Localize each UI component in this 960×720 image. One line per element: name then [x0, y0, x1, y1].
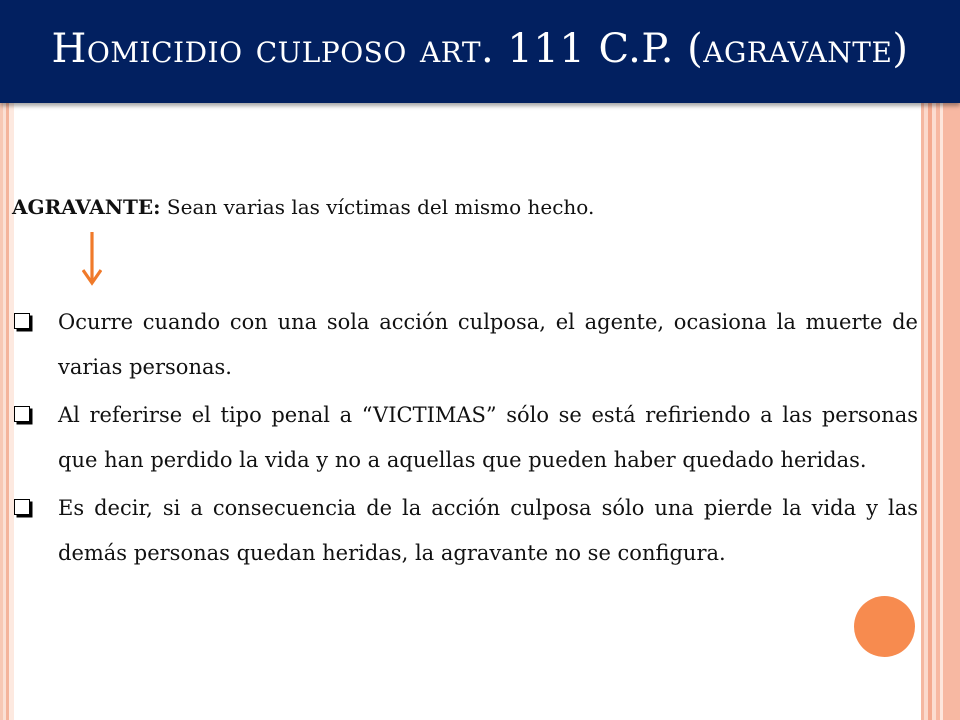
bullet-list [12, 300, 918, 579]
agravante-text: Sean varias las víctimas del mismo hecho. [160, 195, 595, 219]
circle-decoration-icon [854, 596, 915, 657]
list-item [12, 300, 918, 390]
checkbox-bullet-icon [14, 499, 30, 515]
slide-content [12, 192, 918, 222]
agravante-label: AGRAVANTE: [12, 195, 161, 219]
agravante-statement [12, 192, 918, 222]
slide-title: Homicidio culposo art. 111 C.P. (agravante) [51, 26, 909, 72]
checkbox-bullet-icon [14, 313, 30, 329]
title-bar [0, 0, 960, 103]
bullet-text: Ocurre cuando con una sola acción culposa, el agente, ocasiona la muerte de varias personas. [58, 310, 918, 379]
checkbox-bullet-icon [14, 406, 30, 422]
arrow-down-icon [82, 232, 102, 286]
list-item [12, 486, 918, 576]
list-item [12, 393, 918, 483]
bullet-text: Al referirse el tipo penal a “VICTIMAS” sólo se está refiriendo a las personas que han perdido la vida y no a aquellas que pueden haber quedado heridas. [58, 403, 918, 472]
right-decorative-stripes [918, 0, 960, 720]
bullet-text: Es decir, si a consecuencia de la acción culposa sólo una pierde la vida y las demás personas quedan heridas, la agravante no se configura. [58, 496, 918, 565]
